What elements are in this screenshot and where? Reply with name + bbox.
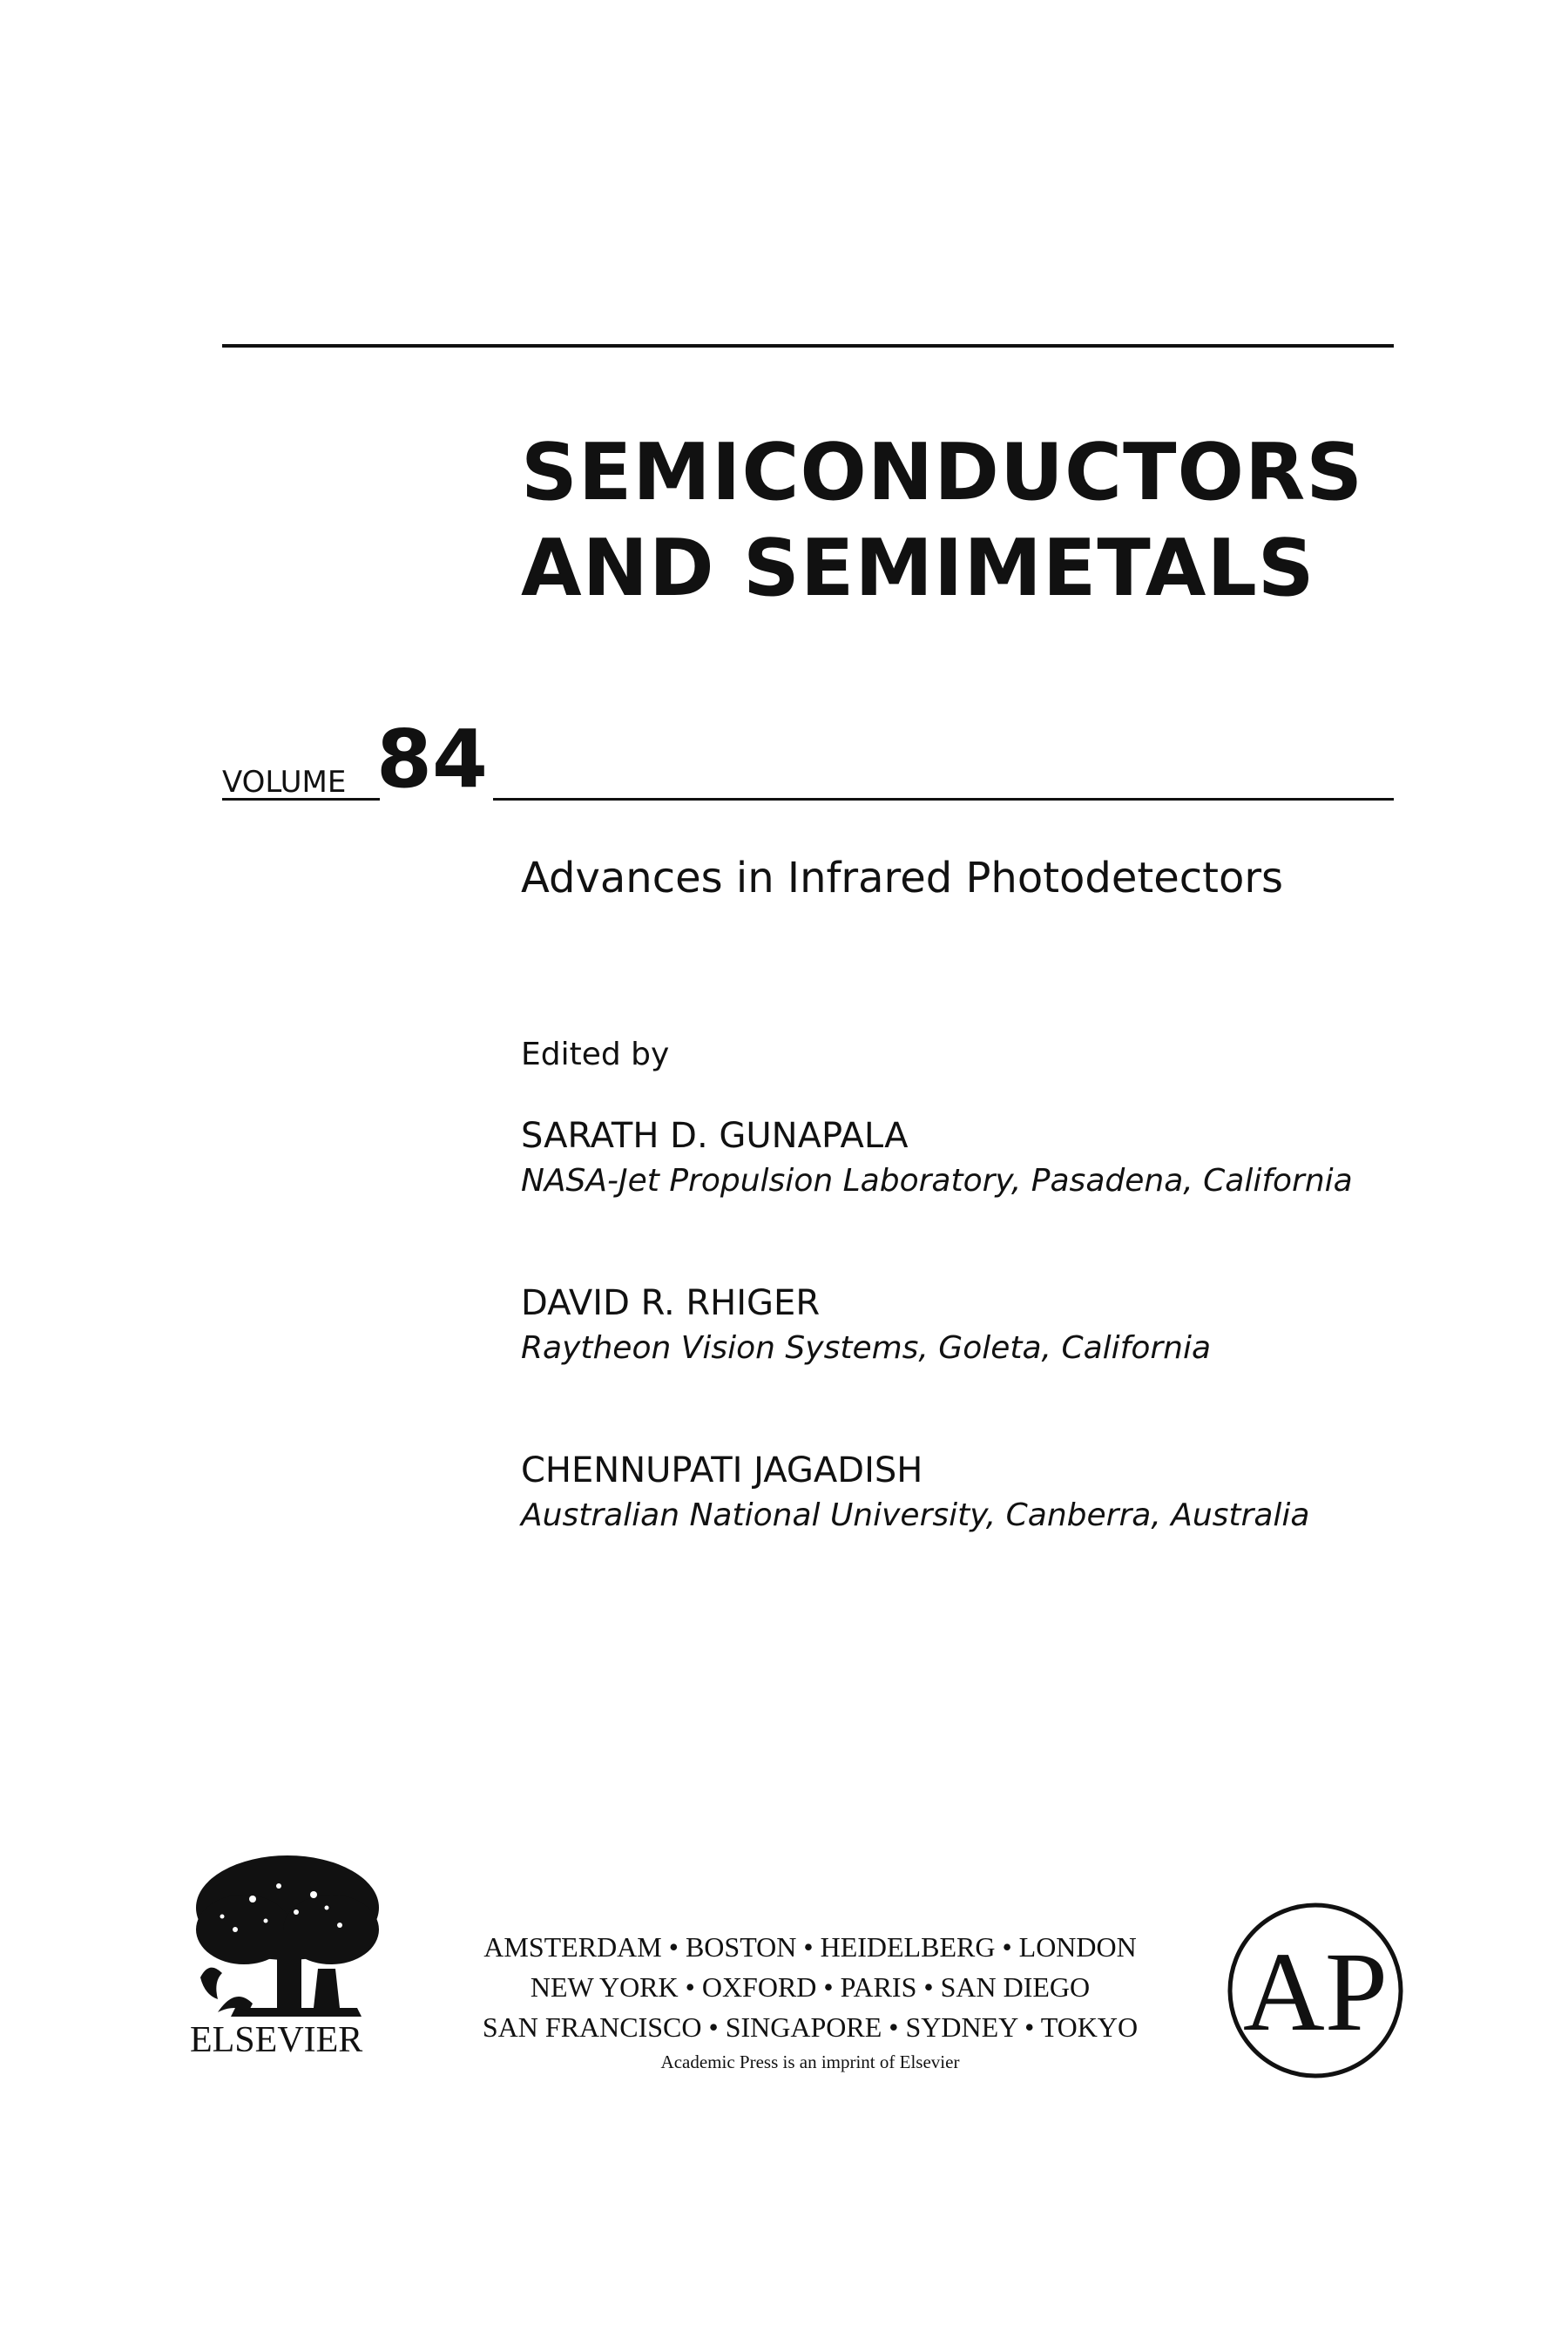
publisher-cities: [418, 1927, 1202, 2077]
editor-name: SARATH D. GUNAPALA: [521, 1116, 909, 1156]
volume-number: 84: [376, 713, 489, 806]
book-title: Advances in Infrared Photodetectors: [521, 854, 1284, 902]
editor-affiliation: Australian National University, Canberra, Australia: [521, 1497, 1310, 1533]
series-title: [521, 425, 1523, 617]
series-title-line-2: AND SEMIMETALS: [521, 523, 1315, 614]
academic-press-logo-icon: [1224, 1899, 1407, 2082]
cities-line: NEW YORK • OXFORD • PARIS • SAN DIEGO: [530, 1971, 1091, 2003]
ap-logo-text: AP: [1242, 1930, 1389, 2055]
editor-affiliation: NASA-Jet Propulsion Laboratory, Pasadena, California: [521, 1163, 1353, 1199]
editor-entry: [521, 1281, 1211, 1371]
editor-entry: [521, 1113, 1353, 1204]
imprint-note: Academic Press is an imprint of Elsevier: [660, 2051, 960, 2072]
edited-by-label: Edited by: [521, 1037, 670, 1072]
editor-affiliation: Raytheon Vision Systems, Goleta, California: [521, 1330, 1212, 1366]
editor-entry: [521, 1448, 1309, 1538]
series-title-line-1: SEMICONDUCTORS: [521, 427, 1364, 518]
editor-name: DAVID R. RHIGER: [521, 1283, 821, 1323]
cities-line: SAN FRANCISCO • SINGAPORE • SYDNEY • TOKYO: [482, 2011, 1139, 2043]
top-rule: [222, 344, 1394, 348]
volume-label: VOLUME: [222, 765, 347, 800]
cities-line: AMSTERDAM • BOSTON • HEIDELBERG • LONDON: [483, 1931, 1137, 1963]
elsevier-wordmark: ELSEVIER: [190, 2020, 363, 2060]
editor-name: CHENNUPATI JAGADISH: [521, 1450, 923, 1490]
